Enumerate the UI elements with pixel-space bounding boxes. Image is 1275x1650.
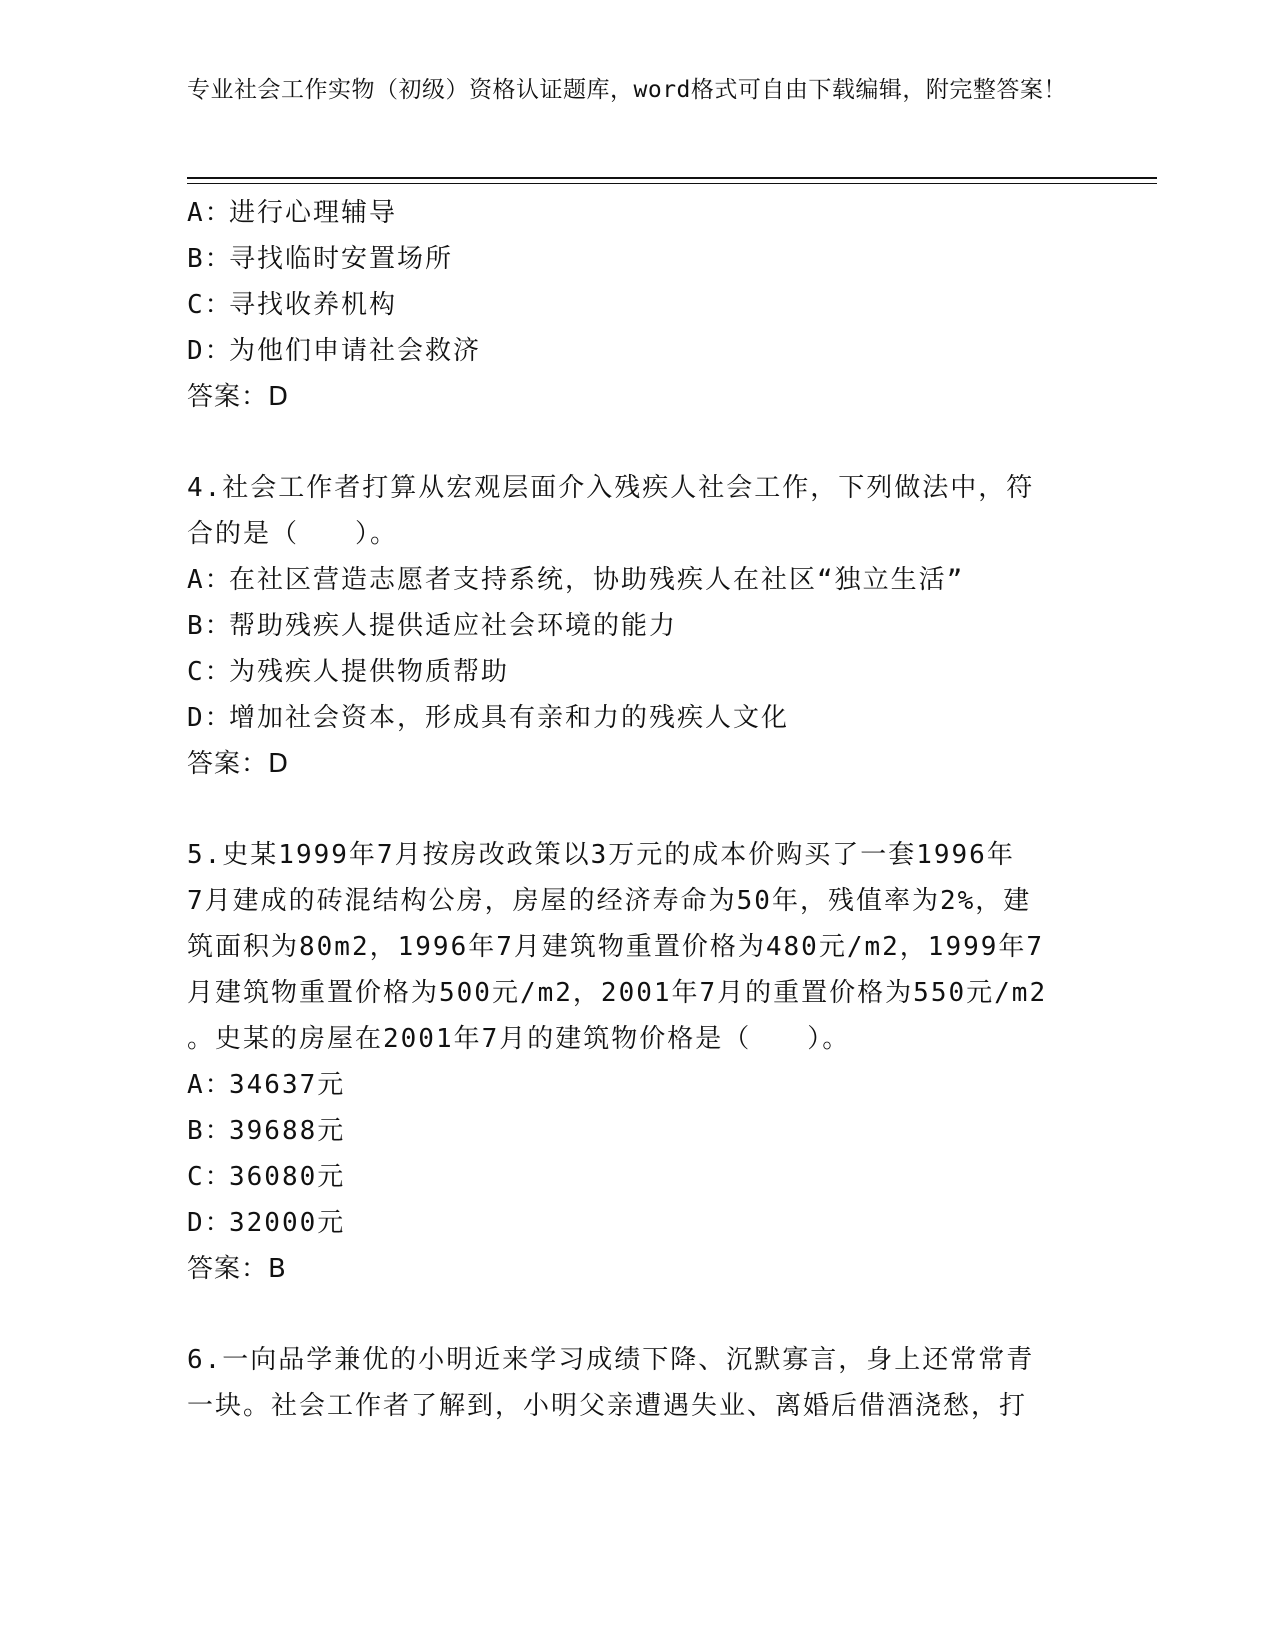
option-a: A：34637元 <box>187 1070 346 1100</box>
question-stem-line: 7月建成的砖混结构公房，房屋的经济寿命为50年，残值率为2%，建 <box>187 886 1032 916</box>
option-b: B：帮助残疾人提供适应社会环境的能力 <box>187 611 678 641</box>
option-c: C：寻找收养机构 <box>187 290 398 320</box>
question-list <box>187 190 1087 1429</box>
question-block <box>187 465 1087 787</box>
option-c: C：36080元 <box>187 1162 346 1192</box>
question-stem-line: 月建筑物重置价格为500元/m2，2001年7月的重置价格为550元/m2 <box>187 978 1048 1008</box>
option-a: A：进行心理辅导 <box>187 198 398 228</box>
question-stem-line: 5.史某1999年7月按房改政策以3万元的成本价购买了一套1996年 <box>187 840 1015 870</box>
question-block <box>187 1337 1087 1429</box>
option-d: D：增加社会资本，形成具有亲和力的残疾人文化 <box>187 703 790 733</box>
document-header: 专业社会工作实物（初级）资格认证题库，word格式可自由下载编辑，附完整答案！ <box>187 77 1067 103</box>
header-rule-thin <box>187 183 1157 184</box>
option-c: C：为残疾人提供物质帮助 <box>187 657 510 687</box>
answer-line: 答案：D <box>187 382 290 412</box>
answer-line: 答案：D <box>187 749 290 779</box>
question-stem-line: 一块。社会工作者了解到，小明父亲遭遇失业、离婚后借酒浇愁，打 <box>187 1391 1028 1421</box>
option-b: B：寻找临时安置场所 <box>187 244 454 274</box>
question-stem-line: 合的是（ ）。 <box>187 519 399 549</box>
question-stem-line: 6.一向品学兼优的小明近来学习成绩下降、沉默寡言，身上还常常青 <box>187 1345 1035 1375</box>
question-block <box>187 190 1087 420</box>
question-stem-line: 4.社会工作者打算从宏观层面介入残疾人社会工作，下列做法中，符 <box>187 473 1035 503</box>
option-d: D：32000元 <box>187 1208 346 1238</box>
header-rule-thick <box>187 177 1157 179</box>
answer-line: 答案：B <box>187 1254 287 1284</box>
question-stem-line: 筑面积为80m2，1996年7月建筑物重置价格为480元/m2，1999年7 <box>187 932 1045 962</box>
question-block <box>187 832 1087 1292</box>
option-d: D：为他们申请社会救济 <box>187 336 482 366</box>
option-b: B：39688元 <box>187 1116 346 1146</box>
option-a: A：在社区营造志愿者支持系统，协助残疾人在社区“独立生活” <box>187 565 965 595</box>
question-stem-line: 。史某的房屋在2001年7月的建筑物价格是（ ）。 <box>187 1024 851 1054</box>
